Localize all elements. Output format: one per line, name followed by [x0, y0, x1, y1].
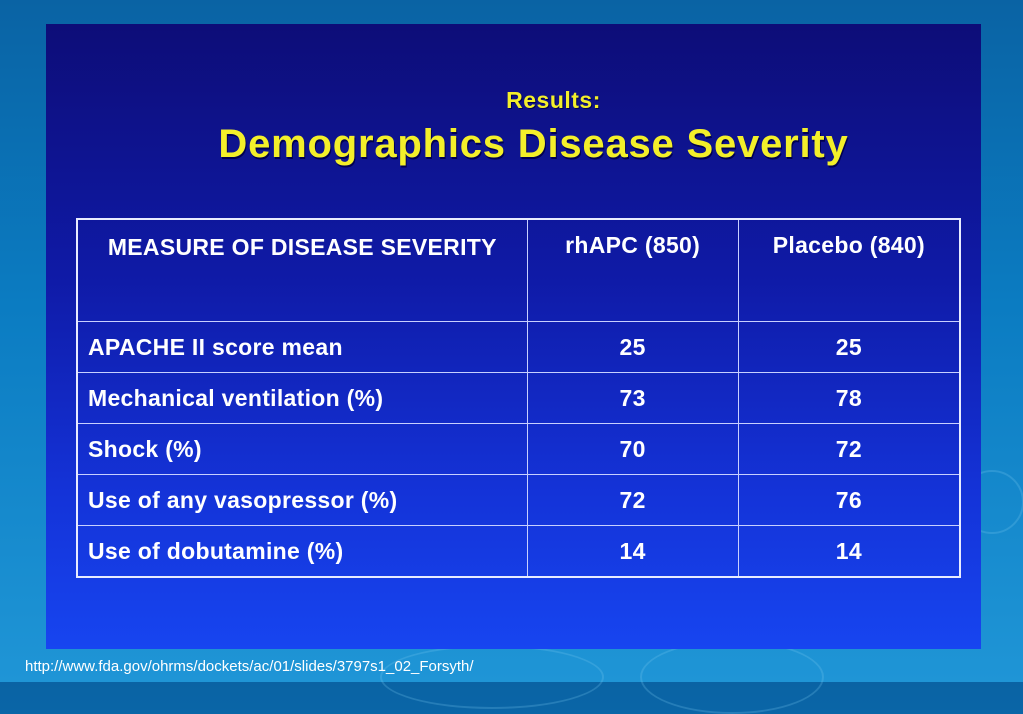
- row-measure: APACHE II score mean: [77, 322, 527, 373]
- row-rhapc-value: 14: [527, 526, 738, 578]
- row-placebo-value: 14: [738, 526, 960, 578]
- table-row: [77, 475, 960, 526]
- row-measure: Use of any vasopressor (%): [77, 475, 527, 526]
- row-placebo-value: 76: [738, 475, 960, 526]
- row-rhapc-value: 70: [527, 424, 738, 475]
- row-rhapc-value: 72: [527, 475, 738, 526]
- slide-title: Demographics Disease Severity: [218, 122, 849, 166]
- table-row: [77, 424, 960, 475]
- row-placebo-value: 25: [738, 322, 960, 373]
- row-measure: Use of dobutamine (%): [77, 526, 527, 578]
- header-rhapc: rhAPC (850): [527, 219, 738, 322]
- slide-subtitle: Results:: [506, 87, 601, 113]
- background-swirl-decoration: [380, 645, 604, 709]
- row-placebo-value: 72: [738, 424, 960, 475]
- background-swirl-decoration: [640, 640, 824, 714]
- header-placebo: Placebo (840): [738, 219, 960, 322]
- row-rhapc-value: 25: [527, 322, 738, 373]
- slide-panel: [46, 24, 981, 649]
- row-rhapc-value: 73: [527, 373, 738, 424]
- row-measure: Shock (%): [77, 424, 527, 475]
- table-row: [77, 373, 960, 424]
- row-measure: Mechanical ventilation (%): [77, 373, 527, 424]
- header-measure: MEASURE OF DISEASE SEVERITY: [77, 219, 527, 322]
- table-header-row: [77, 219, 960, 322]
- results-table: [76, 218, 961, 578]
- row-placebo-value: 78: [738, 373, 960, 424]
- table-row: [77, 322, 960, 373]
- source-url-link[interactable]: http://www.fda.gov/ohrms/dockets/ac/01/slides/3797s1_02_Forsyth/: [25, 658, 474, 675]
- table-row: [77, 526, 960, 578]
